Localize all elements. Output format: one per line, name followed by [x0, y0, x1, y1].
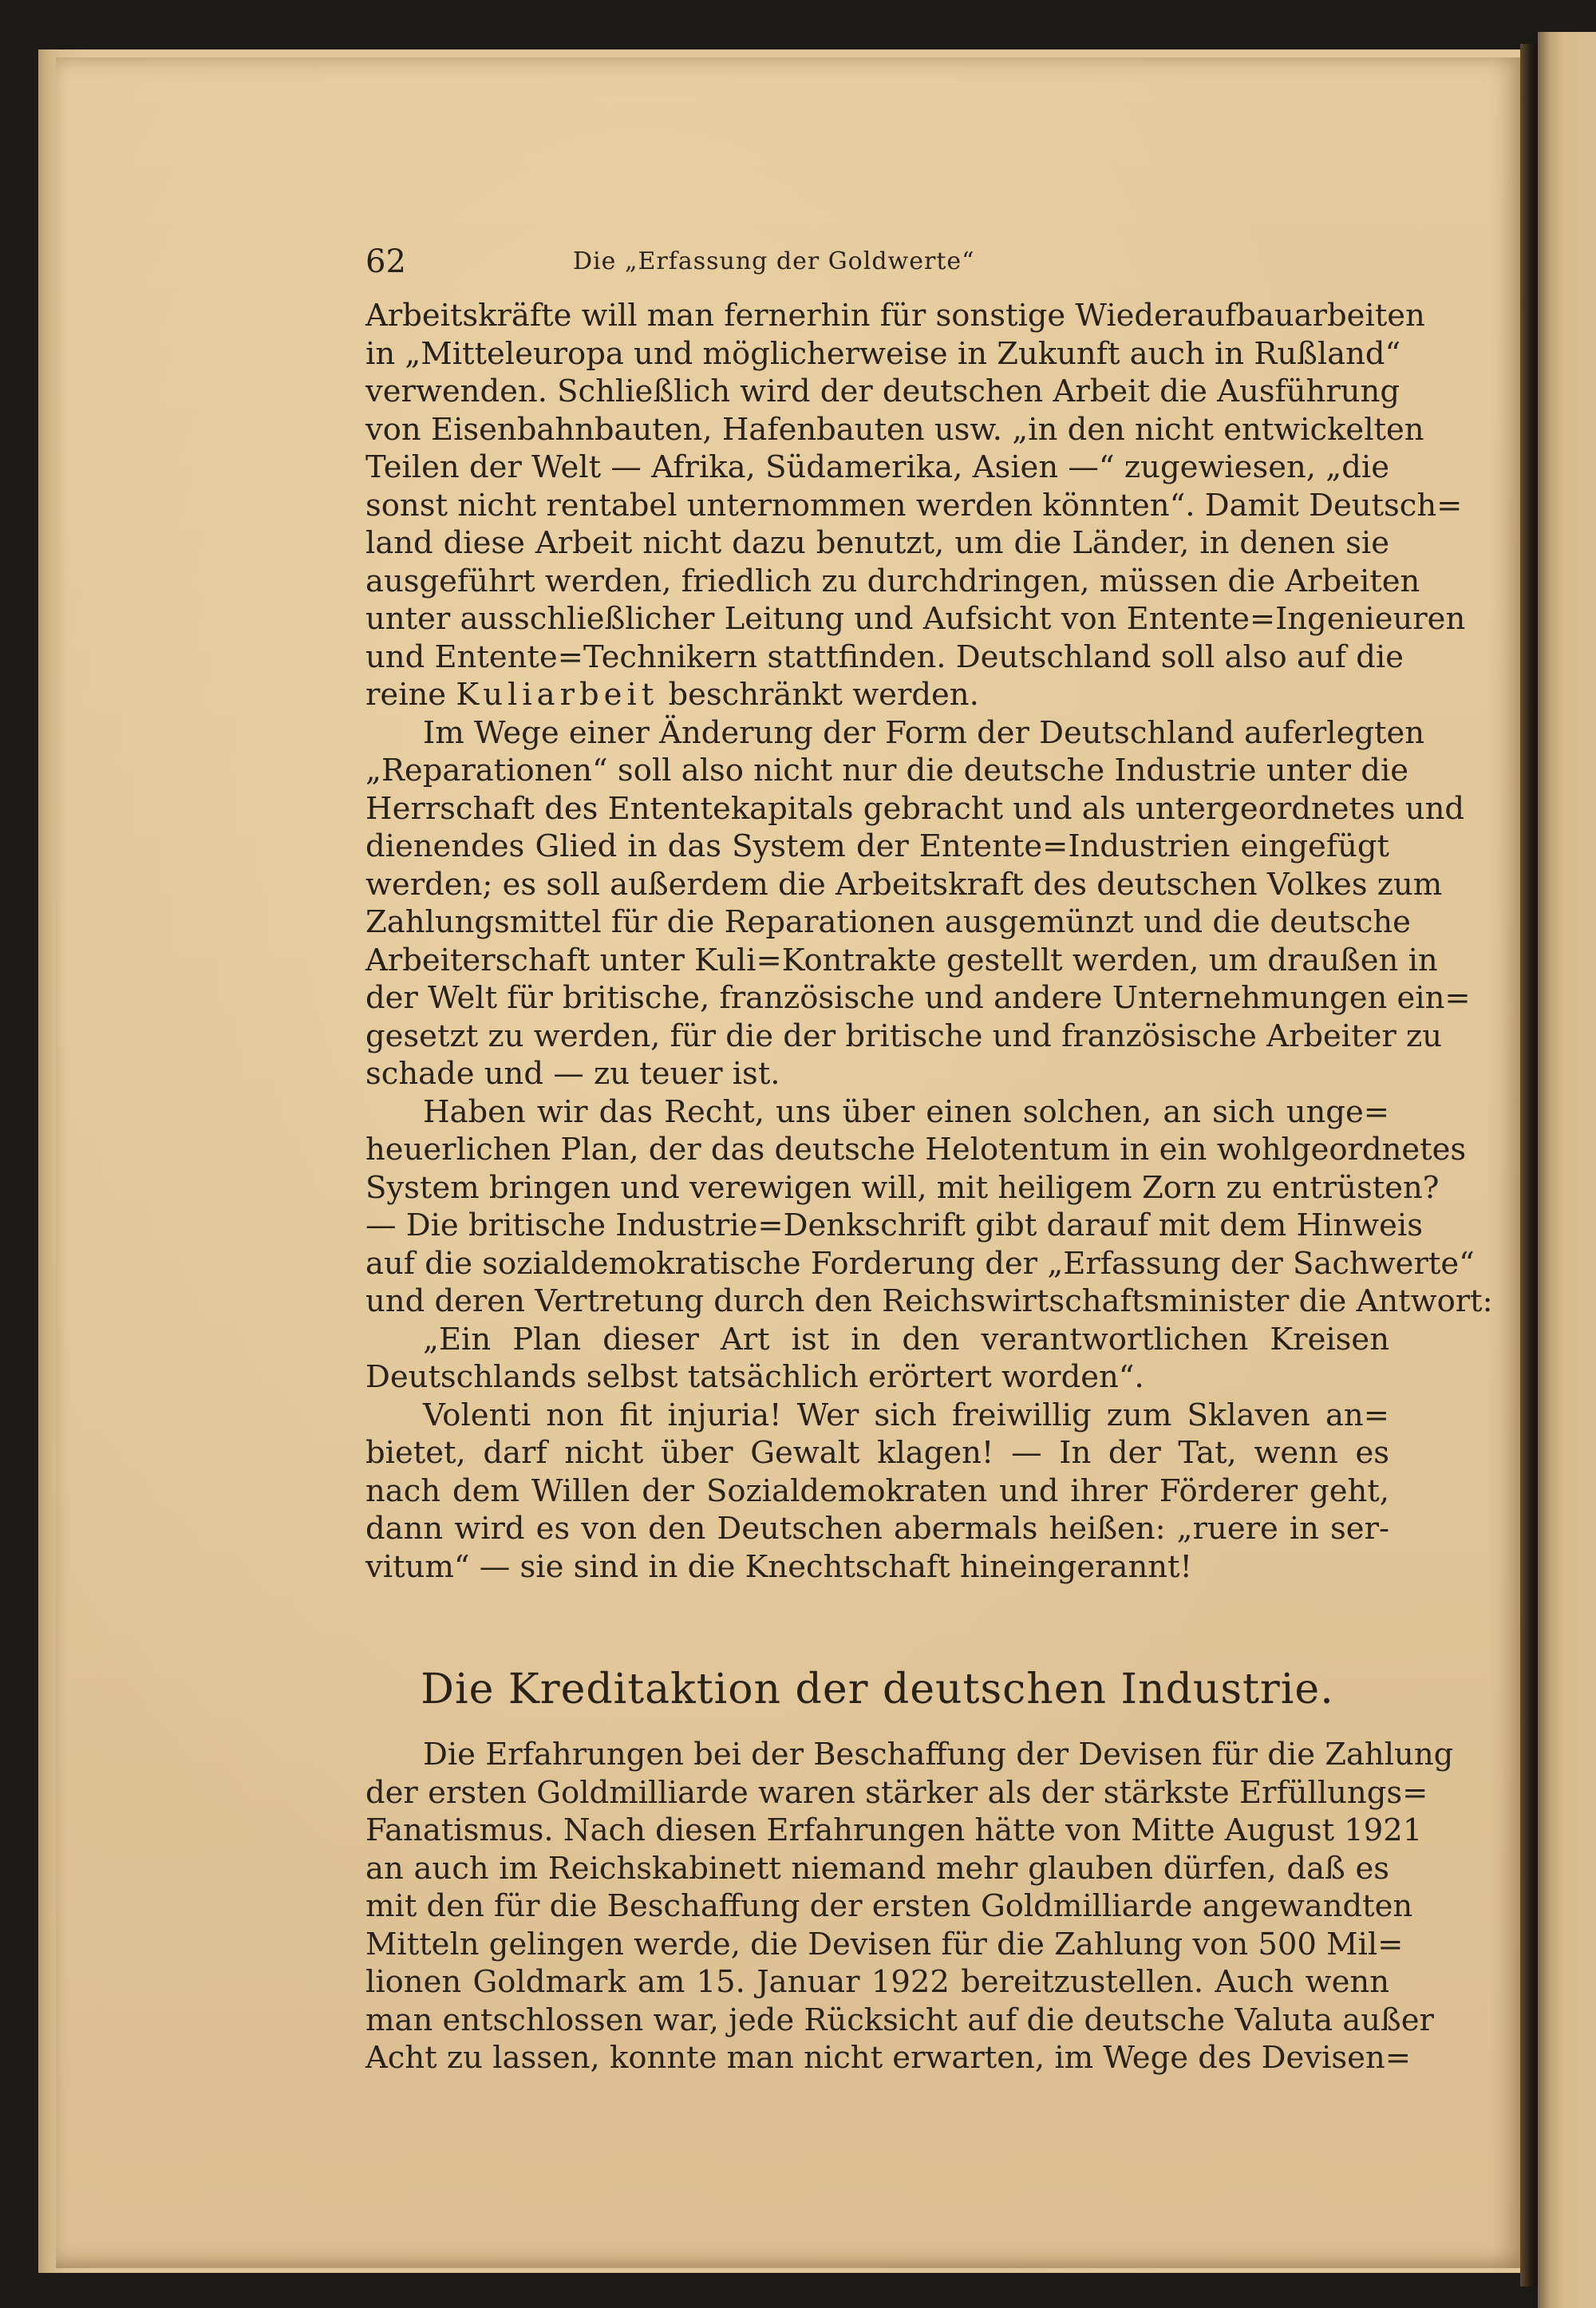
text-line: auf die sozialdemokratische Forderung der „Erfassung der Sachwerte“: [365, 1245, 1475, 1282]
text-line: schade und — zu teuer ist.: [365, 1056, 780, 1092]
paragraph-2: [365, 714, 1471, 1093]
text-line: in „Mitteleuropa und möglicherweise in Zukunft auch in Rußland“: [365, 335, 1401, 372]
text-line: von Eisenbahnbauten, Hafenbauten usw. „in den nicht entwickelten: [365, 411, 1424, 448]
text-line: nach dem Willen der Sozialdemokraten und ihrer Förderer geht,: [365, 1472, 1389, 1509]
facing-page-edge: [1538, 32, 1596, 2308]
paragraph-1: [365, 297, 1466, 714]
running-title: Die „Erfassung der Goldwerte“: [573, 247, 975, 275]
text-line: man entschlossen war, jede Rücksicht auf die deutsche Valuta außer: [365, 2002, 1434, 2038]
text-line: Deutschlands selbst tatsächlich erörtert worden“.: [365, 1359, 1144, 1395]
text-line: dienendes Glied in das System der Entente=Industrien eingefügt: [365, 828, 1389, 864]
text-run: reine: [365, 677, 456, 713]
text-line: gesetzt zu werden, für die der britische und französische Arbeiter zu: [365, 1018, 1443, 1054]
paragraph-3: [365, 1093, 1493, 1321]
text-run: beschränkt werden.: [658, 677, 979, 713]
text-line: Arbeitskräfte will man fernerhin für sonstige Wiederaufbauarbeiten: [365, 298, 1425, 334]
text-line: land diese Arbeit nicht dazu benutzt, um die Länder, in denen sie: [365, 525, 1389, 561]
text-line: Herrschaft des Ententekapitals gebracht und als untergeordnetes und: [365, 790, 1465, 827]
section-heading: Die Kreditaktion der deutschen Industrie.: [421, 1666, 1334, 1713]
text-line: „Reparationen“ soll also nicht nur die deutsche Industrie unter die: [365, 753, 1409, 788]
text-line: vitum“ — sie sind in die Knechtschaft hineingerannt!: [365, 1548, 1192, 1585]
paragraph-6: [365, 1736, 1454, 2077]
text-line: Acht zu lassen, konnte man nicht erwarten, im Wege des Devisen=: [365, 2040, 1411, 2076]
text-line: ausgeführt werden, friedlich zu durchdringen, müssen die Arbeiten: [365, 563, 1420, 599]
text-line: an auch im Reichskabinett niemand mehr glauben dürfen, daß es: [365, 1850, 1389, 1887]
text-line: Im Wege einer Änderung der Form der Deutschland auferlegten: [423, 714, 1425, 751]
page-number: 62: [365, 243, 406, 280]
text-line: verwenden. Schließlich wird der deutschen Arbeit die Ausführung: [365, 373, 1400, 409]
text-line: Zahlungsmittel für die Reparationen ausgemünzt und die deutsche: [365, 904, 1411, 940]
text-line: werden; es soll außerdem die Arbeitskraft des deutschen Volkes zum: [365, 866, 1443, 903]
running-header: [365, 238, 1389, 286]
text-line: Haben wir das Recht, uns über einen solchen, an sich unge=: [423, 1093, 1389, 1130]
emphasized-word: Kuliarbeit: [456, 677, 659, 713]
text-line: dann wird es von den Deutschen abermals heißen: „ruere in ser-: [365, 1511, 1389, 1547]
text-line: bietet, darf nicht über Gewalt klagen! — In der Tat, wenn es: [365, 1435, 1389, 1471]
paragraph-4-quote: [365, 1321, 1389, 1397]
text-line: Fanatismus. Nach diesen Erfahrungen hätte von Mitte August 1921: [365, 1812, 1423, 1848]
text-line: System bringen und verewigen will, mit heiligem Zorn zu entrüsten?: [365, 1169, 1440, 1206]
text-line: und Entente=Technikern stattfinden. Deutschland soll also auf die: [365, 638, 1404, 675]
text-line: [365, 676, 1389, 714]
text-line: Die Erfahrungen bei der Beschaffung der Devisen für die Zahlung: [423, 1737, 1454, 1772]
text-line: — Die britische Industrie=Denkschrift gibt darauf mit dem Hinweis: [365, 1207, 1423, 1243]
text-line: „Ein Plan dieser Art ist in den verantwortlichen Kreisen: [423, 1321, 1389, 1358]
text-line: heuerlichen Plan, der das deutsche Helotentum in ein wohlgeordnetes: [365, 1132, 1467, 1168]
text-line: und deren Vertretung durch den Reichswirtschaftsminister die Antwort:: [365, 1283, 1493, 1319]
text-line: Mitteln gelingen werde, die Devisen für die Zahlung von 500 Mil=: [365, 1926, 1404, 1962]
text-line: Volenti non fit injuria! Wer sich freiwillig zum Sklaven an=: [423, 1397, 1389, 1433]
paragraph-5: [365, 1397, 1389, 1587]
text-line: sonst nicht rentabel unternommen werden könnten“. Damit Deutsch=: [365, 487, 1463, 524]
page-text-block: [365, 238, 1493, 2076]
book-gutter: [1520, 44, 1538, 2286]
text-line: mit den für die Beschaffung der ersten Goldmilliarde angewandten: [365, 1888, 1413, 1924]
text-line: der Welt für britische, französische und andere Unternehmungen ein=: [365, 980, 1471, 1016]
text-line: unter ausschließlicher Leitung und Aufsicht von Entente=Ingenieuren: [365, 601, 1466, 637]
text-line: der ersten Goldmilliarde waren stärker als der stärkste Erfüllungs=: [365, 1774, 1428, 1811]
text-line: Arbeiterschaft unter Kuli=Kontrakte gestellt werden, um draußen in: [365, 942, 1438, 978]
text-line: lionen Goldmark am 15. Januar 1922 bereitzustellen. Auch wenn: [365, 1964, 1389, 2000]
text-line: Teilen der Welt — Afrika, Südamerika, Asien —“ zugewiesen, „die: [365, 449, 1389, 485]
